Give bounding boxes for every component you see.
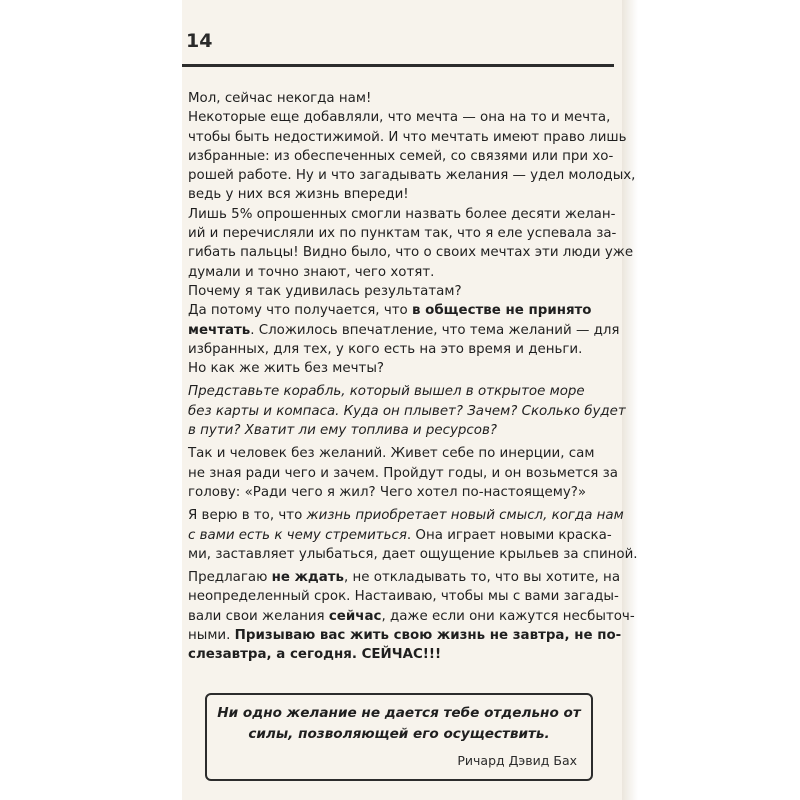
text-line — [188, 89, 608, 108]
text-line — [188, 626, 622, 645]
text-segment: Некоторые еще добавляли, что мечта — она на то и мечта, — [188, 110, 611, 126]
text-line — [188, 243, 634, 262]
text-segment: Лишь 5% опрошенных смогли назвать более десяти желан- — [188, 206, 616, 222]
paragraph — [188, 568, 635, 664]
text-line — [188, 224, 617, 243]
paragraph — [188, 382, 626, 440]
text-line — [188, 526, 612, 545]
bold-text: мечтать — [188, 322, 251, 338]
text-line — [188, 382, 608, 401]
text-segment: избранных, для тех, у кого есть на это время и деньги. — [188, 341, 583, 357]
text-segment: ми, заставляет улыбаться, дает ощущение крыльев за спиной. — [188, 546, 638, 562]
text-line — [188, 607, 635, 626]
text-line — [188, 402, 626, 421]
text-segment: неопределенный срок. Настаиваю, чтобы мы с вами загады- — [188, 589, 619, 605]
paragraph — [188, 205, 634, 282]
text-line — [188, 205, 616, 224]
text-line — [188, 587, 619, 606]
text-segment: избранные: из обеспеченных семей, со связями или при хо- — [188, 148, 614, 164]
text-segment: . Она играет новыми краска- — [406, 527, 612, 543]
text-line — [188, 321, 620, 340]
text-line — [188, 301, 608, 320]
text-line — [188, 359, 608, 378]
text-segment: Почему я так удивилась результатам? — [188, 283, 462, 299]
bold-text: не ждать — [271, 570, 345, 586]
text-segment: не зная ради чего и зачем. Пройдут годы, и он возьмется за — [188, 465, 618, 481]
text-line — [188, 645, 608, 664]
text-line — [188, 147, 614, 166]
text-segment: думали и точно знают, чего хотят. — [188, 264, 435, 280]
text-line — [188, 568, 621, 587]
text-segment: , не откладывать то, что вы хотите, на — [344, 570, 621, 586]
text-segment: Предлагаю — [188, 570, 272, 586]
paragraph — [188, 108, 636, 204]
paragraph — [188, 506, 638, 564]
paragraph — [188, 282, 608, 301]
text-segment: Я верю в то, что — [188, 508, 307, 524]
text-line — [188, 421, 608, 440]
text-segment: ными. — [188, 628, 235, 644]
italic-text: жизнь приобретает новый смысл, когда нам — [306, 508, 624, 524]
paragraph — [188, 359, 608, 378]
text-line — [188, 340, 608, 359]
text-line — [188, 108, 611, 127]
italic-text: без карты и компаса. Куда он плывет? Зачем? Сколько будет — [188, 403, 626, 419]
text-segment: голову: «Ради чего я жил? Чего хотел по-настоящему?» — [188, 484, 587, 500]
text-line — [188, 444, 608, 463]
italic-text: с вами есть к чему стремиться — [188, 527, 407, 543]
text-segment: гибать пальцы! Видно было, что о своих мечтах эти люди уже — [188, 245, 634, 261]
quote-line-1: Ни одно желание не дается тебе отдельно от — [217, 705, 581, 721]
text-line — [188, 185, 608, 204]
page-edge-shadow — [622, 0, 638, 800]
text-segment: рошей работе. Ну и что загадывать желания — удел молодых, — [188, 168, 636, 184]
text-segment: ведь у них вся жизнь впереди! — [188, 187, 409, 203]
text-line — [188, 166, 636, 185]
page-number: 14 — [186, 30, 213, 52]
quote-line-2: силы, позволяющей его осуществить. — [248, 726, 550, 742]
bold-text: сейчас — [328, 608, 382, 624]
text-line — [188, 263, 608, 282]
text-line — [188, 483, 608, 502]
text-segment: ий и перечисляли их по пунктам так, что я еле успевала за- — [188, 226, 617, 242]
text-segment: . Сложилось впечатление, что тема желаний — для — [250, 322, 620, 338]
epigraph-quote-box — [205, 693, 593, 781]
paragraph — [188, 89, 608, 108]
text-segment: чтобы быть недостижимой. И что мечтать имеют право лишь — [188, 129, 627, 145]
text-segment: , даже если они кажутся несбыточ- — [381, 608, 635, 624]
header-rule — [182, 64, 614, 67]
text-line — [188, 464, 618, 483]
paragraph — [188, 301, 620, 359]
paragraph — [188, 444, 618, 502]
text-segment: Да потому что получается, что — [188, 303, 412, 319]
italic-text: Представьте корабль, который вышел в открытое море — [188, 384, 585, 400]
bold-text: Призываю вас жить свою жизнь не завтра, не по- — [234, 628, 622, 644]
bold-text: слезавтра, а сегодня. СЕЙЧАС!!! — [188, 647, 442, 663]
body-text — [188, 89, 638, 665]
bold-text: в обществе не принято — [412, 303, 592, 319]
text-line — [188, 545, 638, 564]
text-line — [188, 506, 624, 525]
italic-text: в пути? Хватит ли ему топлива и ресурсов? — [188, 423, 497, 439]
text-segment: Но как же жить без мечты? — [188, 361, 385, 377]
quote-author: Ричард Дэвид Бах — [457, 753, 577, 768]
text-line — [188, 128, 627, 147]
text-segment: Мол, сейчас некогда нам! — [188, 91, 372, 106]
text-segment: Так и человек без желаний. Живет себе по инерции, сам — [188, 446, 595, 462]
text-line — [188, 282, 608, 301]
text-segment: вали свои желания — [188, 608, 329, 624]
